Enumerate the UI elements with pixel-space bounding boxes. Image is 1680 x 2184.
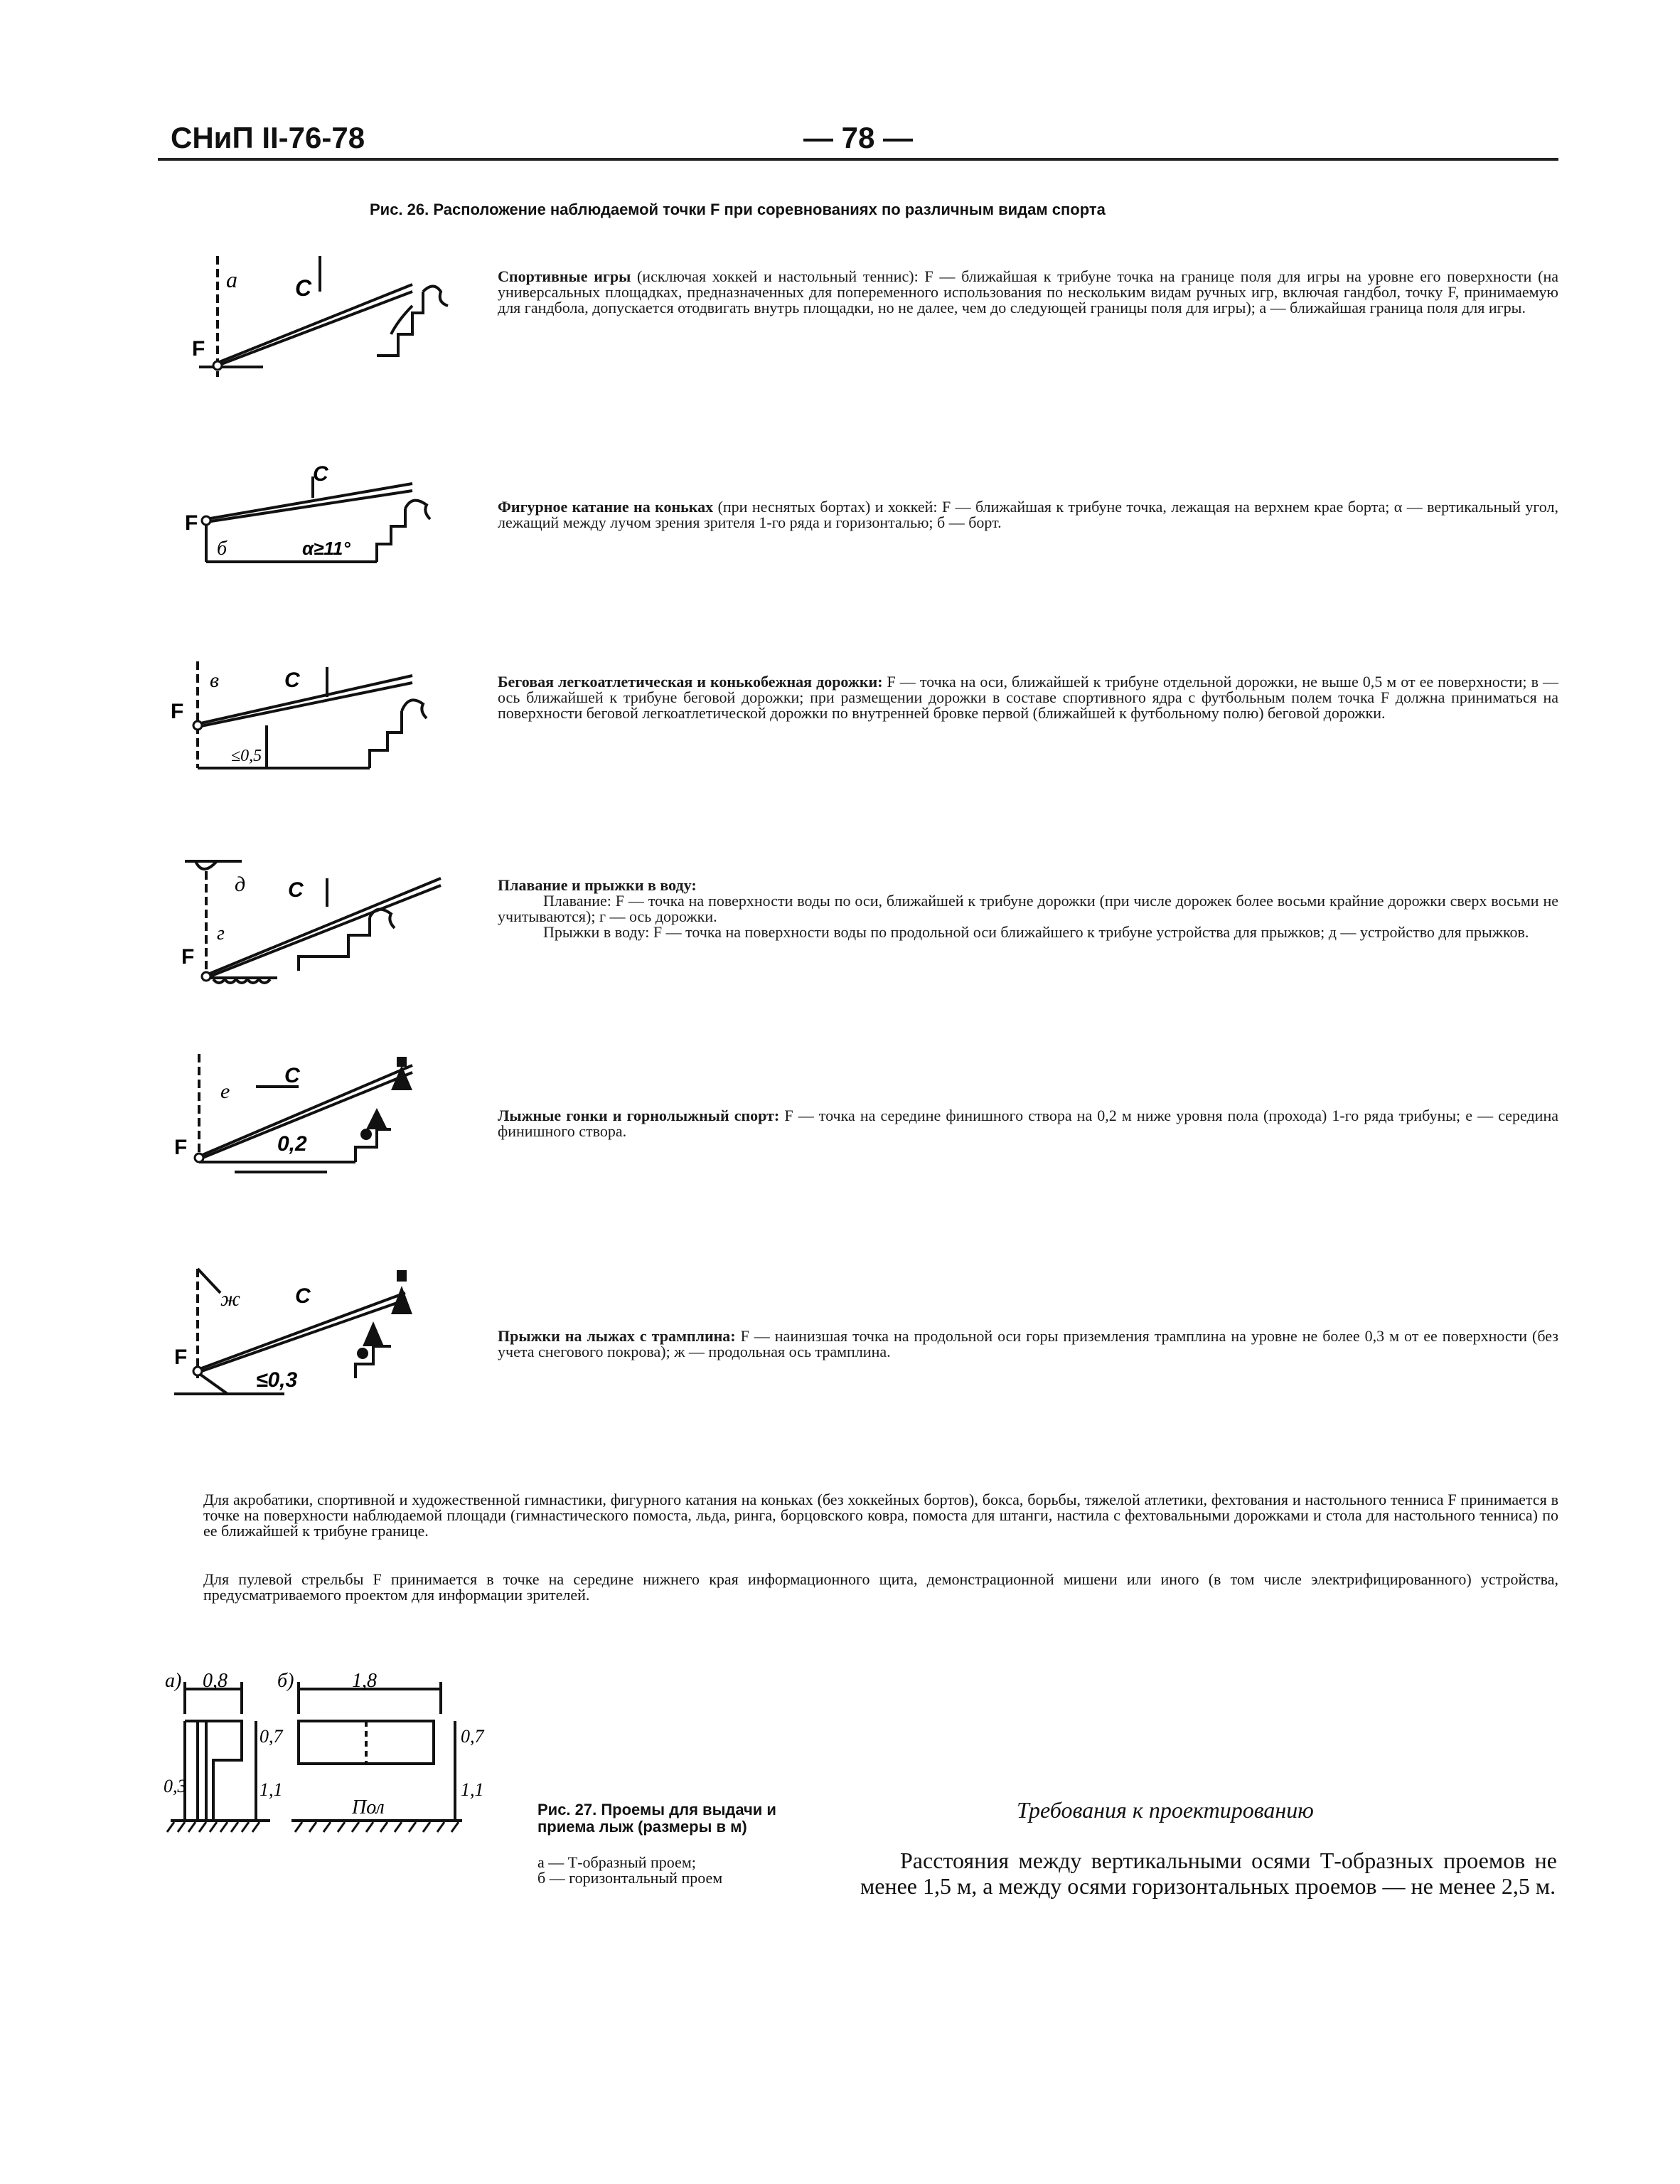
item-body-swimming: Плавание: F — точка на поверхности воды по оси, ближайшей к трибуне дорожки (при числе дорожек более восьми крайние дорожки сверх восьми не учитываются); г — ось дорожки. xyxy=(498,892,1558,925)
label-c: С xyxy=(295,275,312,301)
paragraph-shooting: Для пулевой стрельбы F принимается в точке на середине нижнего края информационного щита, демонстрационной мишени или иного (в том числе электрифицированного) устройства, предусматриваемого проектом для информации зрителей. xyxy=(203,1570,1558,1604)
item-lead: Лыжные гонки и горнолыжный спорт: xyxy=(498,1107,780,1124)
label-a: а) xyxy=(165,1671,182,1692)
figure-26-item-2-text xyxy=(498,499,1558,531)
label-zh: ж xyxy=(220,1287,240,1311)
label-c: С xyxy=(295,1284,311,1308)
dim-width-a: 0,8 xyxy=(203,1671,228,1692)
label-c: С xyxy=(284,668,300,692)
item-body: (исключая хоккей и настольный теннис): F — ближайшая к трибуне точка на границе поля для игры на уровне его поверхности (на универсальных площадках, предназначенных для попеременного использования по нескольким видам ручных игр, включая гандбол, точку F, принимаемую для гандбола, допускается отодвигать внутрь площадки, но не далее, чем до следующей границы поля для игры); а — ближайшая граница поля для игры. xyxy=(498,267,1558,316)
diagram-swimming xyxy=(171,850,469,992)
item-body-diving: Прыжки в воду: F — точка на поверхности воды по продольной оси ближайшего к трибуне устройства для прыжков; д — устройство для прыжков. xyxy=(543,923,1529,941)
paragraph-gymnastics: Для акробатики, спортивной и художественной гимнастики, фигурного катания на коньках (без хоккейных бортов), бокса, борьбы, тяжелой атлетики, фехтования и настольного тенниса F принимается в точке на поверхности наблюдаемой площади (гимнастического помоста, льда, ринга, борцовского ковра, помоста для штанги, настила с фехтовальными дорожками и стола для настольного тенниса) по ее ближайшей к трибуне границе. xyxy=(203,1491,1558,1540)
label-b: б) xyxy=(277,1671,294,1692)
item-body: (при неснятых бортах) и хоккей: F — ближайшая к трибуне точка, лежащая на верхнем крае борта; α — вертикальный угол, лежащий между лучом зрения зрителя 1-го ряда и горизонталью; б — борт. xyxy=(498,498,1558,531)
requirements-heading: Требования к проектированию xyxy=(1017,1797,1314,1823)
diagram-sport-games xyxy=(178,249,462,391)
figure-27-legend xyxy=(537,1855,822,1886)
label-c: С xyxy=(284,1064,300,1087)
figure-26-item-6-text xyxy=(498,1328,1558,1360)
dim-width-b: 1,8 xyxy=(352,1671,377,1692)
item-body: F — наинизшая точка на продольной оси горы приземления трамплина на уровне не более 0,3 м от ее поверхности (без учета снегового покрова); ж — продольная ось трамплина. xyxy=(498,1327,1558,1360)
label-dim: 0,2 xyxy=(277,1132,307,1156)
label-v: в xyxy=(210,668,220,692)
label-f: F xyxy=(185,511,198,535)
figure-26-item-3-text xyxy=(498,674,1558,721)
figure-26-item-1-text xyxy=(498,269,1558,316)
label-c: С xyxy=(288,878,304,902)
document-code: СНиП II-76-78 xyxy=(171,121,365,154)
figure-26-item-4-text xyxy=(498,878,1558,940)
label-f: F xyxy=(174,1346,188,1369)
label-dim: ≤0,3 xyxy=(256,1368,298,1392)
dim-height-b: 0,7 xyxy=(461,1726,484,1747)
figure-26-item-5-text xyxy=(498,1108,1558,1139)
label-alpha: α≥11° xyxy=(302,538,351,559)
header-rule xyxy=(158,158,1558,161)
label-f: F xyxy=(192,337,205,361)
page-number: — 78 — xyxy=(803,121,914,154)
label-b: б xyxy=(217,538,228,560)
label-a: а xyxy=(226,267,237,292)
item-body: F — точка на середине финишного створа на 0,2 м ниже уровня пола (прохода) 1-го ряда трибуны; е — середина финишного створа. xyxy=(498,1107,1558,1140)
label-f: F xyxy=(171,700,184,723)
diagram-running-track xyxy=(164,654,462,797)
item-lead: Спортивные игры xyxy=(498,267,631,285)
figure-27-drawing xyxy=(164,1671,498,1835)
item-lead: Прыжки на лыжах с трамплина: xyxy=(498,1327,736,1345)
label-d: д xyxy=(235,873,246,896)
label-c: С xyxy=(313,462,328,486)
diagram-ski-jumping xyxy=(171,1264,469,1407)
figure-27-caption: Рис. 27. Проемы для выдачи и приема лыж (размеры в м) xyxy=(537,1801,776,1836)
dim-sill-b: 1,1 xyxy=(461,1779,484,1800)
diagram-figure-skating xyxy=(178,455,462,583)
label-height: ≤0,5 xyxy=(231,747,262,765)
item-lead: Плавание и прыжки в воду: xyxy=(498,876,697,894)
label-e: е xyxy=(220,1080,230,1103)
floor-label: Пол xyxy=(352,1796,385,1818)
item-body: F — точка на оси, ближайшей к трибуне отдельной дорожки, не выше 0,5 м от ее поверхности; в — ось ближайшей к трибуне беговой дорожки; при размещении дорожки в составе спортивного ядра с футбольным полем точка F должна приниматься на поверхности беговой легкоатлетической дорожки по внутренней бровке первой (ближайшей к футбольному полю) беговой дорожки. xyxy=(498,673,1558,722)
diagram-skiing xyxy=(171,1051,455,1186)
dim-height-a: 0,7 xyxy=(260,1726,283,1747)
legend-item-a: а — Т-образный проем; xyxy=(537,1853,696,1871)
label-f: F xyxy=(181,945,195,969)
requirements-text: Расстояния между вертикальными осями Т-образных проемов не менее 1,5 м, а между осями горизонтальных проемов — не менее 2,5 м. xyxy=(860,1848,1557,1899)
figure-26-title: Рис. 26. Расположение наблюдаемой точки F при соревнованиях по различным видам спорта xyxy=(370,201,1106,218)
label-f: F xyxy=(174,1136,188,1159)
label-g: г xyxy=(217,922,225,944)
legend-item-b: б — горизонтальный проем xyxy=(537,1869,723,1887)
item-lead: Беговая легкоатлетическая и конькобежная дорожки: xyxy=(498,673,883,691)
dim-sill-a: 1,1 xyxy=(260,1779,283,1800)
item-lead: Фигурное катание на коньках xyxy=(498,498,714,516)
dim-stem-a: 0,3 xyxy=(164,1776,187,1796)
